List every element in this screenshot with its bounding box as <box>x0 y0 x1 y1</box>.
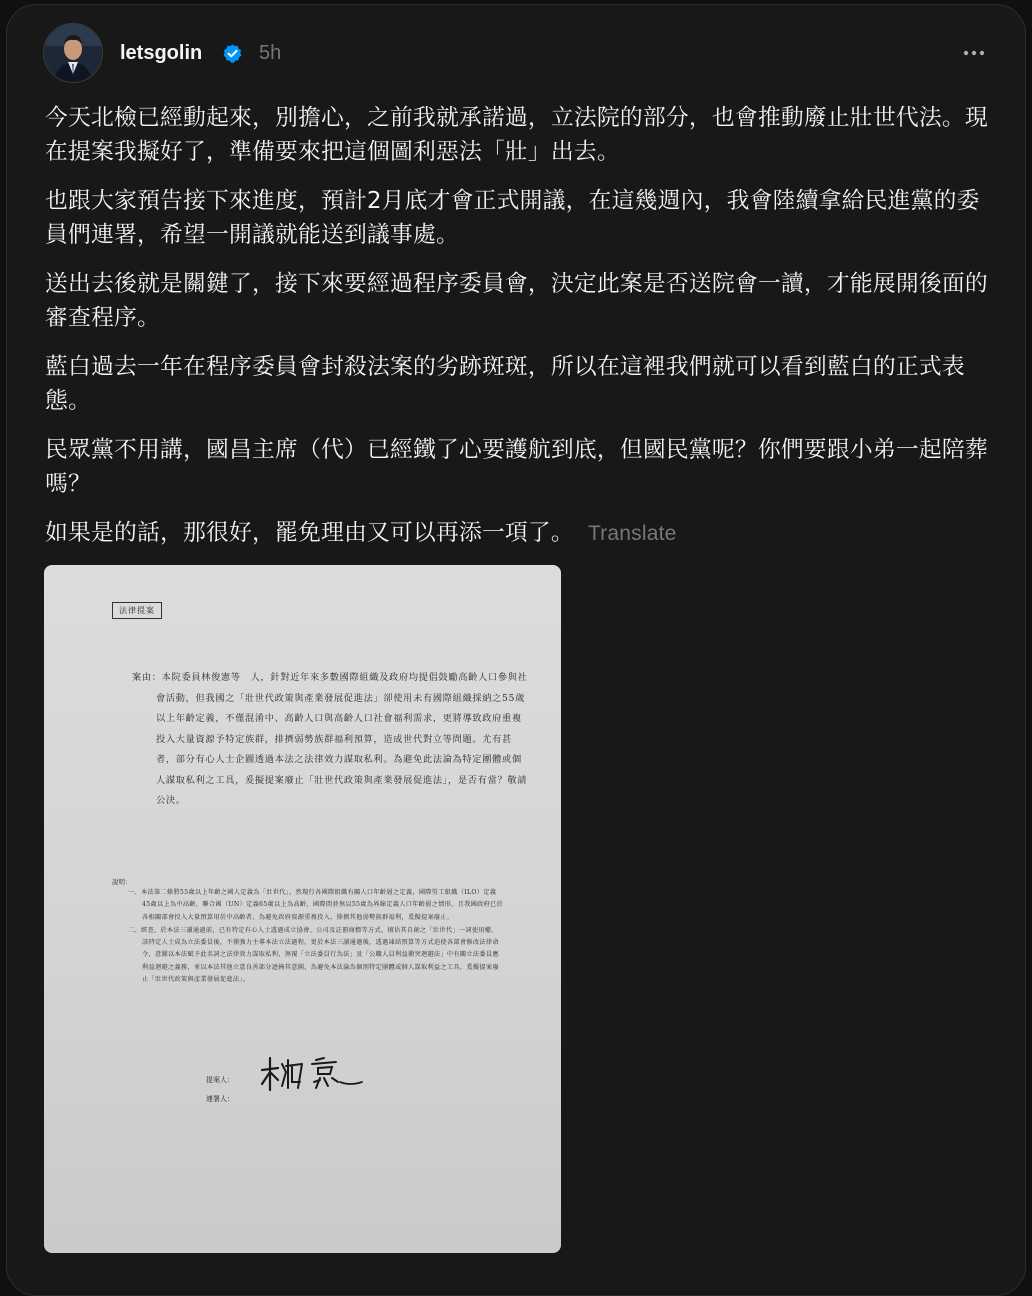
post-paragraph-1: 今天北檢已經動起來，別擔心，之前我就承諾過，立法院的部分，也會推動廢止壯世代法。現在提案我擬好了，準備要來把這個圖利惡法「壯」出去。 <box>45 105 988 165</box>
document-tag: 法律提案 <box>112 602 162 619</box>
translate-link[interactable]: Translate <box>587 522 677 545</box>
verified-badge-icon <box>222 43 243 64</box>
document-cosigner-label: 連署人： <box>206 1095 234 1103</box>
post-paragraph-6-text: 如果是的話，那很好，罷免理由又可以再添一項了。 <box>45 520 574 546</box>
post-paragraph-6 <box>45 516 995 551</box>
post-timestamp[interactable]: 5h <box>259 42 282 64</box>
post-body <box>45 101 995 566</box>
document-proposer-label: 提案人： <box>206 1076 234 1084</box>
post-paragraph-2: 也跟大家預告接下來進度，預計2月底才會正式開議，在這幾週內，我會陸續拿給民進黨的委員們連署，希望一開議就能送到議事處。 <box>45 188 980 248</box>
handwritten-signature <box>258 1052 368 1096</box>
attached-document-image[interactable] <box>44 565 561 1253</box>
post-paragraph-5: 民眾黨不用講，國昌主席（代）已經鐵了心要護航到底，但國民黨呢？你們要跟小弟一起陪葬嗎？ <box>45 437 988 497</box>
document-case-label: 案由： <box>132 672 162 683</box>
avatar[interactable] <box>43 23 103 83</box>
document-explanation <box>128 887 504 987</box>
avatar-photo <box>44 24 102 82</box>
more-horizontal-icon[interactable] <box>958 40 990 66</box>
document-explain-item-2: 二、經查，於本法三讀通過前，已有特定有心人士透過成立協會、公司及註冊商標等方式，擅佔其自創之「壯世代」一詞使用權，該特定人士成為立法委員後，不僅強力主導本法立法過程，更於本法三讀通過後，透過凍結預算等方式迫使各部會修改法律命令，意圖以本法賦予此名詞之法律效力謀取私利，無視「立法委員行為法」及「公職人員利益衝突迴避法」中有關立法委員應利益迴避之義務，並以本法其他立意良善部分遮掩其意圖，為避免本法淪為個別特定團體或個人謀取利益之工具，爰擬提案廢止「壯世代政策與產業發展促進法」。 <box>128 926 499 984</box>
post-paragraph-4: 藍白過去一年在程序委員會封殺法案的劣跡斑斑，所以在這裡我們就可以看到藍白的正式表態。 <box>45 354 965 414</box>
document-explain-label: 說明： <box>112 878 132 886</box>
document-explain-item-1: 一、本法第二條將55歲以上年齡之國人定義為「壯世代」，然現行各國際組織有關人口年齡層之定義，國際勞工組織（ILO）定義45歲以上為中高齡，聯合國（UN）定義65歲以上為高齡，國際間並無以55歲為界線定義人口年齡層之情形，且我國政府已於各相關部會投入大量預算用於中高齡者，為避免政府資源重複投入，排擠其他弱勢族群福利，爰擬提案廢止。 <box>128 889 504 921</box>
document-case-text: 本院委員林俊憲等 人，針對近年來多數國際組織及政府均提倡鼓勵高齡人口參與社會活動，但我國之「壯世代政策與產業發展促進法」卻使用未有國際組織採納之55歲以上年齡定義，不僅混淆中、高齡人口與高齡人口社會福利需求，更將導致政府重複投入大量資源予特定族群，排擠弱勢族群福利預算，造成世代對立等問題。尤有甚者，部分有心人士企圖透過本法之法律效力謀取私利。為避免此法淪為特定團體或個人謀取私利之工具，爰擬提案廢止「壯世代政策與產業發展促進法」，是否有當？敬請公決。 <box>156 672 528 806</box>
document-case <box>132 668 528 812</box>
post-paragraph-3: 送出去後就是關鍵了，接下來要經過程序委員會，決定此案是否送院會一讀，才能展開後面的審查程序。 <box>45 271 988 331</box>
username[interactable]: letsgolin <box>120 42 203 64</box>
